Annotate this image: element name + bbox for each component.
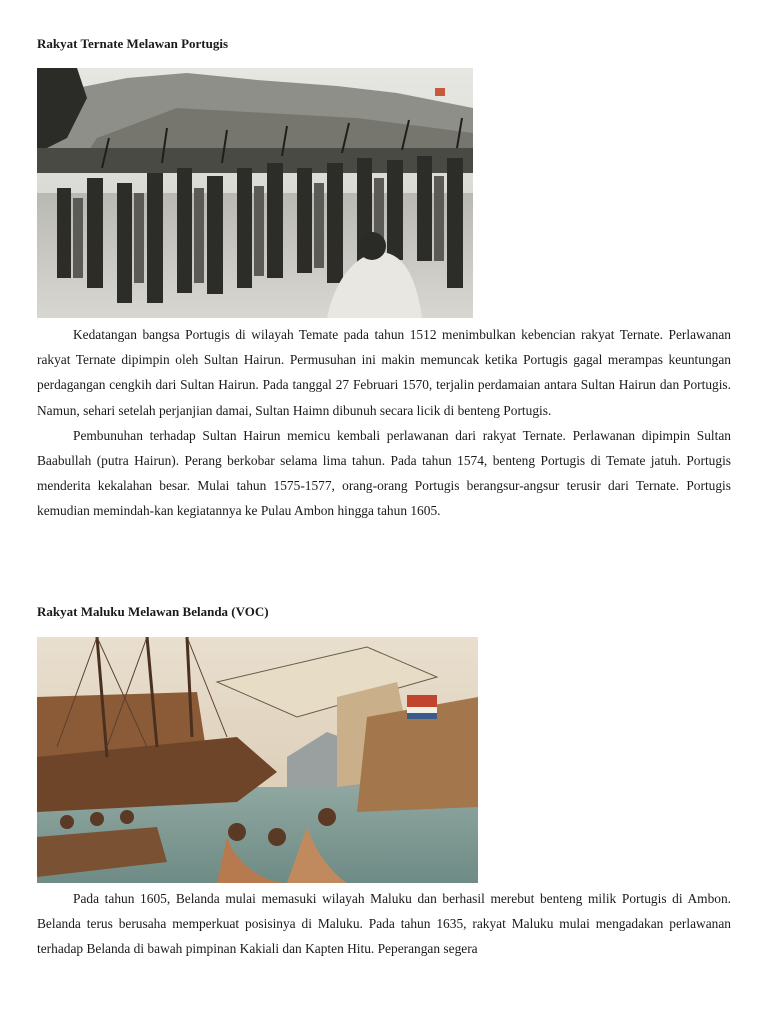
photo-marching-soldiers: [37, 68, 473, 318]
painting-dutch-ships: [37, 637, 478, 883]
section-heading-maluku: Rakyat Maluku Melawan Belanda (VOC): [37, 604, 269, 619]
section-heading-ternate: Rakyat Ternate Melawan Portugis: [37, 36, 229, 51]
painting-illustration: [37, 637, 478, 883]
photo-illustration: [37, 68, 473, 318]
paragraph: Pembunuhan terhadap Sultan Hairun memicu kembali perlawanan dari rakyat Ternate. Perlawanan dipimpin Sultan Baabullah (putra Hairun). Perang berkobar selama lima tahun. Pada tahun 1574, benteng Portugis di Temate jatuh. Portugis menderita kekalahan besar. Mulai tahun 1575-1577, orang-orang Portugis berangsur-angsur terusir dari Ternate. Portugis kemudian memindah-kan kegiatannya ke Pulau Ambon hingga tahun 1605.: [37, 427, 731, 519]
paragraph: Kedatangan bangsa Portugis di wilayah Temate pada tahun 1512 menimbulkan kebencian rakyat Ternate. Perlawanan rakyat Ternate dipimpin oleh Sultan Hairun. Permusuhan ini makin memuncak ketika Portugis gagal merampas keuntungan perdagangan cengkih dari Sultan Hairun. Pada tanggal 27 Februari 1570, terjalin perdamaian antara Sultan Hairun dan Portugis. Namun, sehari setelah perjanjian damai, Sultan Haimn dibunuh secara licik di benteng Portugis.: [37, 327, 731, 418]
section-body-ternate: [37, 322, 731, 524]
section-body-maluku: [37, 886, 731, 962]
paragraph: Pada tahun 1605, Belanda mulai memasuki wilayah Maluku dan berhasil merebut benteng milik Portugis di Ambon. Belanda terus berusaha memperkuat posisinya di Maluku. Pada tahun 1635, rakyat Maluku mulai mengadakan perlawanan terhadap Belanda di bawah pimpinan Kakiali dan Kapten Hitu. Peperangan segera: [37, 891, 731, 957]
